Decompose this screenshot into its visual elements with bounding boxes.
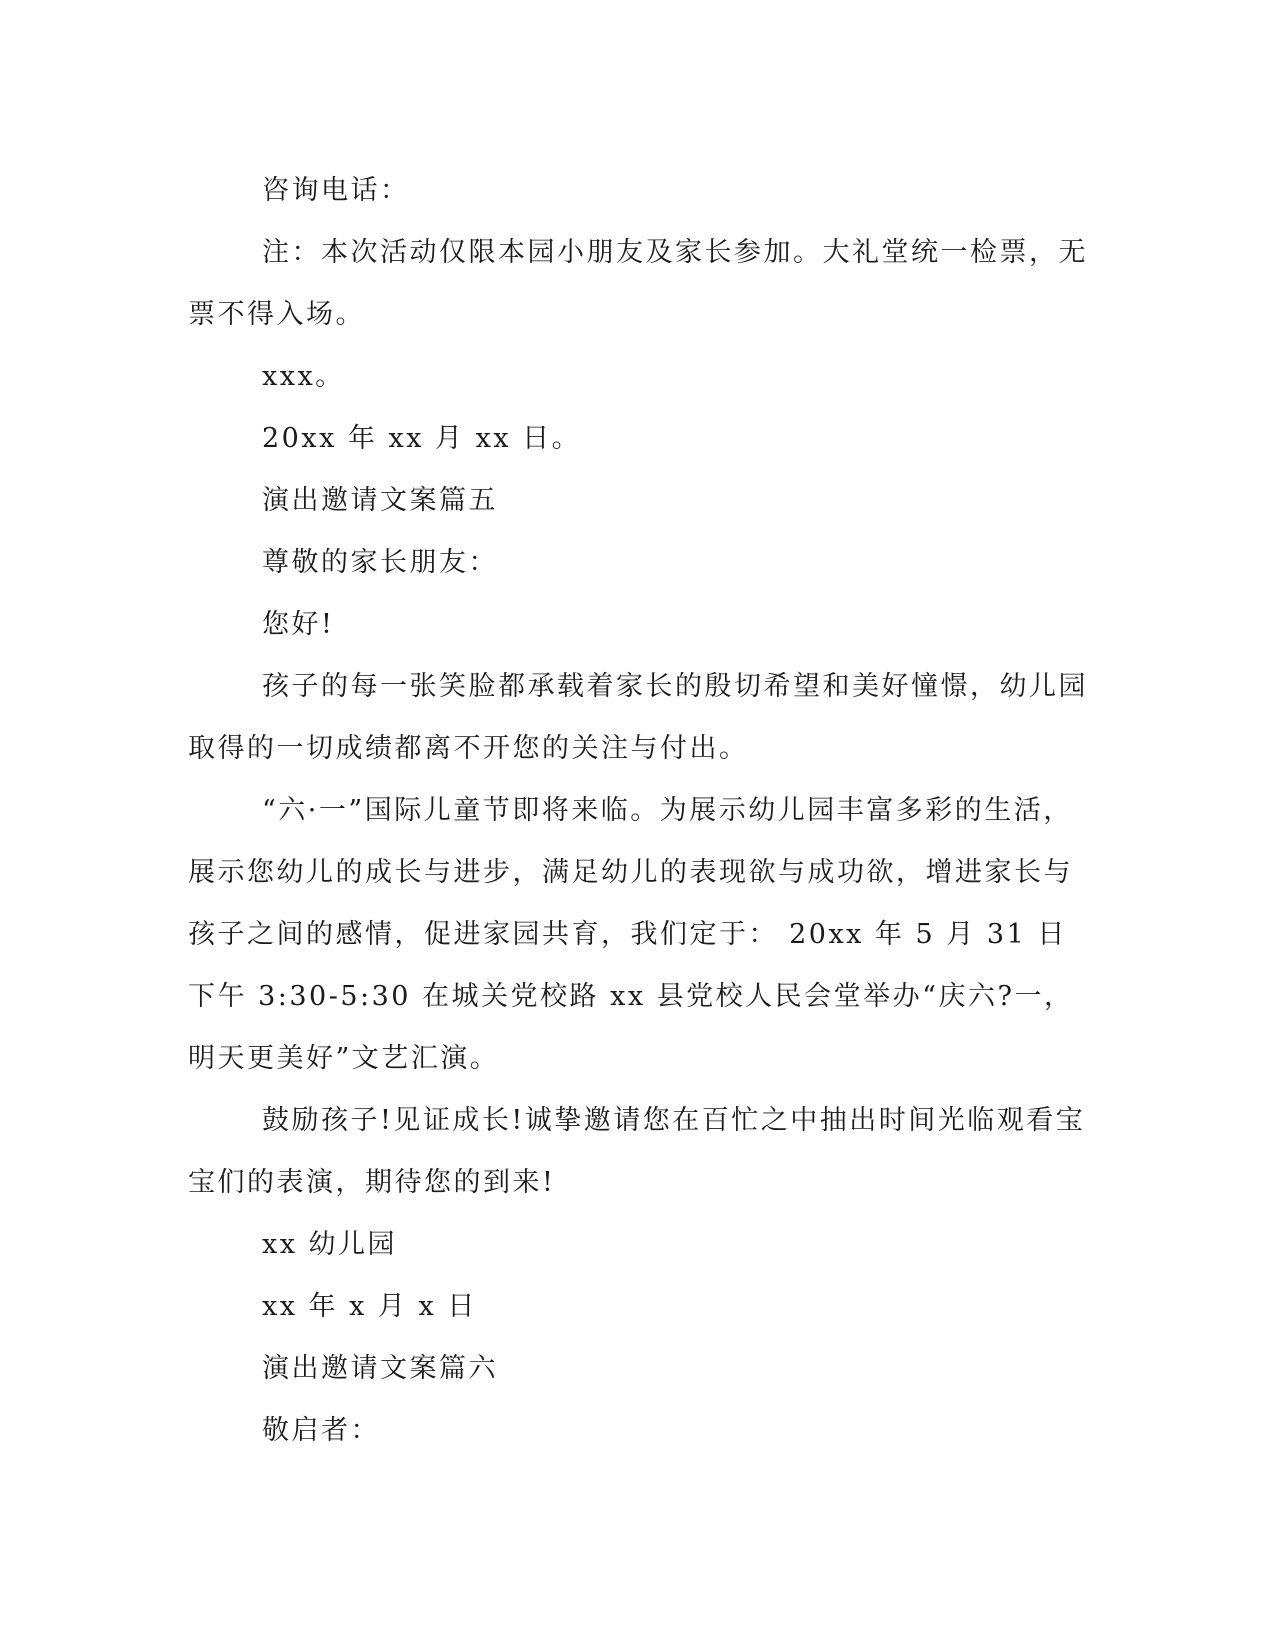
greeting: 您好! bbox=[262, 609, 335, 640]
signature-name: xxx。 bbox=[262, 361, 345, 392]
note-paragraph: 注：本次活动仅限本园小朋友及家长参加。大礼堂统一检票，无票不得入场。 bbox=[188, 237, 1088, 330]
closing-salutation: 敬启者： bbox=[262, 1415, 380, 1446]
salutation: 尊敬的家长朋友： bbox=[262, 547, 498, 578]
consult-phone-line: 咨询电话： bbox=[262, 175, 410, 206]
section-heading-six: 演出邀请文案篇六 bbox=[262, 1353, 498, 1384]
section-heading-five: 演出邀请文案篇五 bbox=[262, 485, 498, 516]
signature-date: 20xx 年 xx 月 xx 日。 bbox=[262, 423, 582, 454]
body-paragraph-3: 鼓励孩子!见证成长!诚挚邀请您在百忙之中抽出时间光临观看宝宝们的表演，期待您的到来! bbox=[188, 1105, 1086, 1198]
kindergarten-date: xx 年 x 月 x 日 bbox=[262, 1291, 477, 1322]
kindergarten-signature: xx 幼儿园 bbox=[262, 1229, 398, 1260]
body-paragraph-2: “六·一”国际儿童节即将来临。为展示幼儿园丰富多彩的生活，展示您幼儿的成长与进步，满足幼儿的表现欲与成功欲，增进家长与孩子之间的感情，促进家园共育，我们定于： 20xx 年 5 月 31 日下午 3:30-5:30 在城关党校路 xx 县党校人民会堂举办“庆六?一，明天更美好”文艺汇演。 bbox=[188, 795, 1074, 1074]
document-page bbox=[188, 160, 1088, 1462]
body-paragraph-1: 孩子的每一张笑脸都承载着家长的殷切希望和美好憧憬，幼儿园取得的一切成绩都离不开您的关注与付出。 bbox=[188, 671, 1088, 764]
